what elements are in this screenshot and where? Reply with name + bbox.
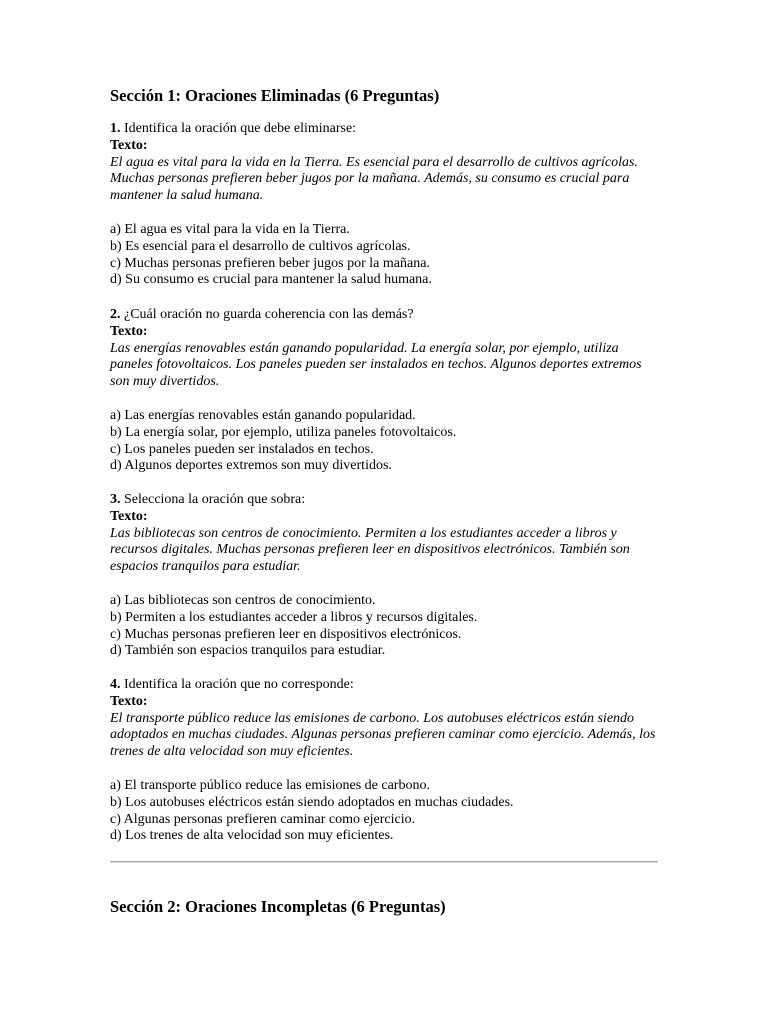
- text-label: Texto:: [110, 137, 148, 153]
- option-d: d) Los trenes de alta velocidad son muy eficientes.: [110, 828, 394, 844]
- question-prompt: [110, 677, 658, 694]
- question-prompt: [110, 307, 658, 324]
- question-text: ¿Cuál oración no guarda coherencia con las demás?: [124, 307, 414, 322]
- option-c: c) Algunas personas prefieren caminar como ejercicio.: [110, 811, 416, 827]
- question-number: 2.: [110, 307, 121, 322]
- passage: El agua es vital para la vida en la Tierra. Es esencial para el desarrollo de cultivos agrícolas. Muchas personas prefieren beber jugos por la mañana. Además, su consumo es crucial para mantener la salud humana.: [110, 154, 638, 204]
- option-c: c) Muchas personas prefieren beber jugos por la mañana.: [110, 255, 430, 271]
- option-b: b) Es esencial para el desarrollo de cultivos agrícolas.: [110, 238, 411, 254]
- option-a: a) Las energías renovables están ganando popularidad.: [110, 407, 416, 423]
- question-1: [110, 121, 658, 289]
- text-label: Texto:: [110, 693, 148, 709]
- question-4: [110, 677, 658, 845]
- text-label: Texto:: [110, 323, 148, 339]
- question-prompt: [110, 121, 658, 138]
- option-b: b) Los autobuses eléctricos están siendo adoptados en muchas ciudades.: [110, 794, 514, 810]
- option-c: c) Muchas personas prefieren leer en dispositivos electrónicos.: [110, 626, 462, 642]
- question-text: Selecciona la oración que sobra:: [124, 492, 306, 507]
- question-prompt: [110, 492, 658, 509]
- option-d: d) También son espacios tranquilos para estudiar.: [110, 643, 386, 659]
- passage: Las energías renovables están ganando popularidad. La energía solar, por ejemplo, utiliza paneles fotovoltaicos. Los paneles pueden ser instalados en techos. Algunos deportes extremos son muy divertidos.: [110, 340, 642, 390]
- option-a: a) El agua es vital para la vida en la Tierra.: [110, 221, 350, 237]
- option-d: d) Su consumo es crucial para mantener la salud humana.: [110, 272, 432, 288]
- text-label: Texto:: [110, 508, 148, 524]
- section-divider: [110, 861, 658, 863]
- options-list: [110, 408, 658, 475]
- question-2: [110, 307, 658, 475]
- option-c: c) Los paneles pueden ser instalados en techos.: [110, 441, 374, 457]
- section-1-title: Sección 1: Oraciones Eliminadas (6 Preguntas): [110, 86, 440, 105]
- passage: El transporte público reduce las emisiones de carbono. Los autobuses eléctricos están siendo adoptados en muchas ciudades. Algunas personas prefieren caminar como ejercicio. Además, los trenes de alta velocidad son muy eficientes.: [110, 710, 656, 760]
- question-3: [110, 492, 658, 660]
- option-b: b) La energía solar, por ejemplo, utiliza paneles fotovoltaicos.: [110, 424, 457, 440]
- question-number: 1.: [110, 121, 121, 136]
- option-d: d) Algunos deportes extremos son muy divertidos.: [110, 458, 392, 474]
- options-list: [110, 222, 658, 289]
- option-a: a) Las bibliotecas son centros de conocimiento.: [110, 592, 376, 608]
- option-a: a) El transporte público reduce las emisiones de carbono.: [110, 777, 430, 793]
- passage: Las bibliotecas son centros de conocimiento. Permiten a los estudiantes acceder a libros y recursos digitales. Muchas personas prefieren leer en dispositivos electrónicos. También son espacios tranquilos para estudiar.: [110, 525, 630, 575]
- question-number: 4.: [110, 677, 121, 692]
- options-list: [110, 593, 658, 660]
- section-2-title: Sección 2: Oraciones Incompletas (6 Preguntas): [110, 897, 446, 916]
- question-text: Identifica la oración que no corresponde:: [124, 677, 354, 692]
- question-text: Identifica la oración que debe eliminarse:: [124, 121, 357, 136]
- option-b: b) Permiten a los estudiantes acceder a libros y recursos digitales.: [110, 609, 478, 625]
- question-number: 3.: [110, 492, 121, 507]
- options-list: [110, 778, 658, 845]
